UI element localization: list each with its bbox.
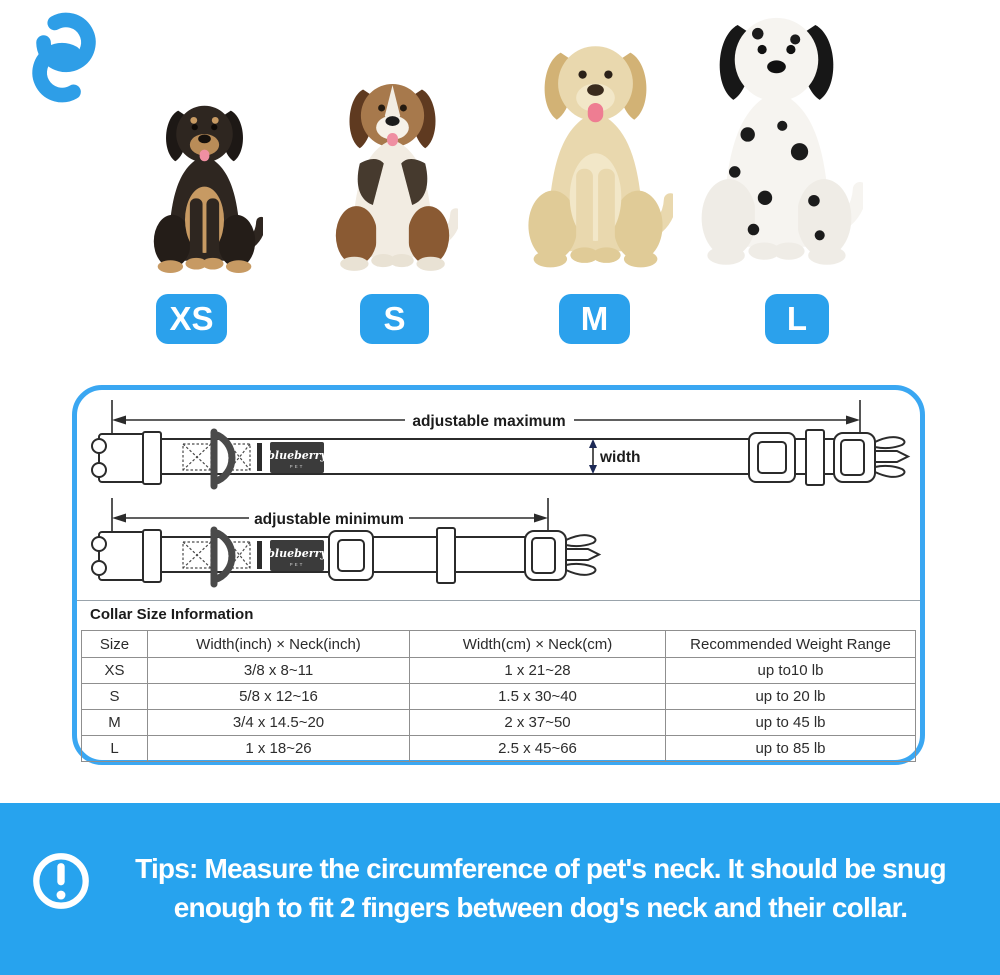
- adjustable-maximum-label: adjustable maximum: [412, 413, 566, 430]
- collar-diagram-min: [77, 490, 920, 600]
- table-cell: 1 x 21~28: [410, 658, 666, 684]
- table-cell: XS: [82, 658, 148, 684]
- size-badge-m: M: [559, 294, 630, 344]
- table-row-l: [82, 736, 916, 762]
- table-header-cell: Width(cm) × Neck(cm): [410, 631, 666, 658]
- dog-illustration-golden-retriever-m: [518, 32, 673, 290]
- table-cell: 3/8 x 8~11: [148, 658, 410, 684]
- tips-text: [88, 849, 993, 927]
- table-cell: up to 45 lb: [666, 710, 916, 736]
- table-cell: 1.5 x 30~40: [410, 684, 666, 710]
- size-table: [81, 630, 916, 762]
- collar-brand-sublabel: PET: [289, 562, 305, 567]
- collar-brand-label: blueberry: [267, 547, 327, 560]
- alert-icon: [30, 850, 92, 912]
- table-cell: up to 85 lb: [666, 736, 916, 762]
- size-badge-l: L: [765, 294, 829, 344]
- tips-text-line-1: Tips: Measure the circumference of pet's neck. It should be snug: [135, 853, 946, 884]
- table-row-m: [82, 710, 916, 736]
- dog-illustration-puppy-xs: [146, 95, 263, 290]
- table-cell: 1 x 18~26: [148, 736, 410, 762]
- table-cell: 2 x 37~50: [410, 710, 666, 736]
- table-cell: 3/4 x 14.5~20: [148, 710, 410, 736]
- table-header-cell: Recommended Weight Range: [666, 631, 916, 658]
- brand-logo-icon: [26, 8, 104, 106]
- size-badge-xs: XS: [156, 294, 227, 344]
- table-row-xs: [82, 658, 916, 684]
- table-header-cell: Width(inch) × Neck(inch): [148, 631, 410, 658]
- collar-brand-sublabel: PET: [289, 464, 305, 469]
- size-badge-s: S: [360, 294, 429, 344]
- section-divider: [77, 600, 920, 601]
- tips-text-line-2: enough to fit 2 fingers between dog's neck and their collar.: [173, 892, 908, 923]
- adjustable-minimum-label: adjustable minimum: [254, 511, 404, 528]
- table-cell: 2.5 x 45~66: [410, 736, 666, 762]
- tips-banner: [0, 803, 1000, 975]
- dog-illustration-dalmatian-l: [690, 2, 863, 290]
- table-cell: 5/8 x 12~16: [148, 684, 410, 710]
- width-label: width: [600, 449, 641, 466]
- table-cell: M: [82, 710, 148, 736]
- table-title: Collar Size Information: [90, 606, 254, 623]
- table-row-s: [82, 684, 916, 710]
- table-cell: L: [82, 736, 148, 762]
- table-cell: up to10 lb: [666, 658, 916, 684]
- collar-d-ring: [214, 530, 232, 584]
- table-cell: up to 20 lb: [666, 684, 916, 710]
- collar-d-ring: [214, 432, 232, 486]
- table-header-cell: Size: [82, 631, 148, 658]
- table-cell: S: [82, 684, 148, 710]
- size-info-box: [72, 385, 925, 765]
- dog-illustration-beagle-s: [327, 72, 458, 290]
- collar-brand-label: blueberry: [267, 449, 327, 462]
- table-header-row: [82, 631, 916, 658]
- collar-diagram-max: [77, 392, 920, 502]
